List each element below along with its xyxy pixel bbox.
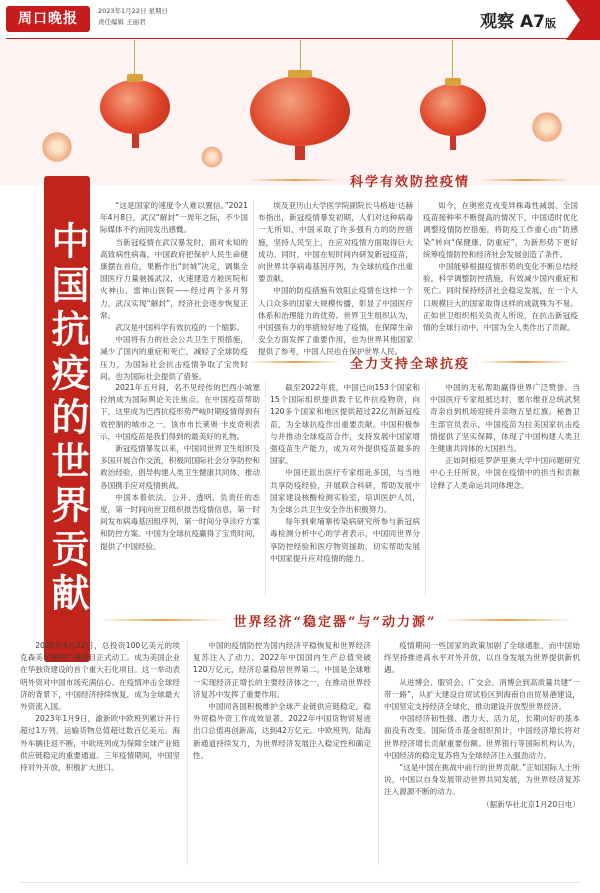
section-title-1: 科学有效防控疫情 <box>240 170 580 190</box>
paragraph: 中国的防疫措施有效阻止疫情在这样一个人口众多的国家大规模传播，彰显了中国医疗体系和治理能力的优势。世界卫生组织认为，中国强有力的举措较好地了疫情，在保障生命安全方面发挥了重要作用，也为世界其他国家提供了参考，中国人民也在保护世界人民。 <box>258 286 413 357</box>
section-2-column-2 <box>270 382 420 602</box>
lantern-icon <box>420 84 486 136</box>
editor-credit: 责任编辑 王丽君 <box>98 18 146 26</box>
paragraph: 如今，在奥密克戎变异株毒性减弱、全国疫苗接种率不断提高的情况下，中国适时优化调整疫情防控措施，将防疫工作重心由“防感染”转向“保健康、防重症”，为新形势下更好统筹疫情防控和经济社会发展创造了条件。 <box>423 201 578 259</box>
newspaper-masthead: 周口晚报 <box>6 6 90 32</box>
main-headline: 中国抗疫的世界贡献 <box>45 221 90 617</box>
section-2-column-1 <box>100 382 260 602</box>
issue-date: 2023年1月22日 星期日 <box>98 7 169 15</box>
lantern-icon <box>100 80 170 134</box>
paragraph: 2023年1月9日，渝新欧中欧班列累计开行超过1万列，运输货物总值超过数百亿美元。海外车辆往返不断，中欧班列成为保障全球产业链供应链稳定的重要通道。三年疫情期间，中国坚持对外开放，积极扩大进口。 <box>20 714 180 773</box>
section-1-column-2 <box>258 200 413 357</box>
paragraph: 2020年4月22日，总投资100亿美元的埃克森美孚惠州乙烯项目正式动工。成为美国企业在华独资建设的首个重大石化项目。这一举动表明外资对中国市场充满信心。在疫情冲击全球经济的背景下，中国经济持续恢复，成为全球最大外资流入国。 <box>20 641 180 712</box>
paragraph: “这是国家的速度令人难以置信。”2021年4月8日，武汉“解封”一周年之际，不少国际媒体不约而同发出感慨。 <box>100 201 248 235</box>
paragraph: “这是中国在挑战中前行的世界贡献。”正如国际人士所说，中国以自身发展带动世界共同发展，为世界经济复苏注入源源不断的动力。 <box>384 763 580 797</box>
paragraph: 从进博会、服贸会、广交会、消博会到高质量共建“一带一路”，从扩大建设自贸试验区到海南自由贸易港建设，中国坚定支持经济全球化，推动建设开放型世界经济。 <box>384 677 580 712</box>
section-1-column-1 <box>100 200 248 381</box>
section-name: 观察 <box>480 12 515 32</box>
flower-icon <box>200 145 224 169</box>
paragraph: 正如阿根廷罗萨里奥大学中国问题研究中心主任所说，中国在疫情中的担当和贡献诠释了人类命运共同体理念。 <box>430 456 580 490</box>
paragraph: 截至2022年底，中国已向153个国家和15个国际组织提供数千亿件抗疫物资，向120多个国家和地区提供超过22亿剂新冠疫苗，为全球抗疫作出重要贡献。中国积极参与并推动全球疫苗合作，支持发展中国家增强疫苗生产能力，成为对外提供疫苗最多的国家。 <box>270 383 420 466</box>
lantern-icon <box>250 76 350 146</box>
paragraph: 中国将有力的社会公共卫生干预措施，减少了国内的重症和死亡，减轻了全球防疫压力，为国际社会抗击疫情争取了宝贵时间。也为国际社会提供了借鉴。 <box>100 335 248 381</box>
page-number: A7 <box>520 12 545 32</box>
lantern-banner <box>0 40 600 185</box>
page-suffix: 版 <box>545 17 556 30</box>
paragraph: 中国经济韧性强、潜力大、活力足，长期向好的基本面没有改变。国际货币基金组织预计，中国经济增长将对世界经济增长贡献重要份额。世界银行等国际机构认为，中国经济的稳定复苏将为全球经济注入强劲动力。 <box>384 714 580 760</box>
section-2-column-3 <box>430 382 580 602</box>
paragraph: 疫情期间一些国家的政策加剧了全球通胀，而中国始终坚持推进高水平对外开放，以自身发展为世界提供新机遇。 <box>384 641 580 675</box>
paragraph: 2021年五月间，名不见经传的巴西小城塞拉纳成为国际舆论关注焦点。在中国疫苗帮助下，这里成为巴西抗疫形势严峻时期疫情得到有效控制的城市之一。该市市长莱奥·卡皮奇利表示，中国疫苗是我们得到的最美好的礼物。 <box>100 383 260 441</box>
article-source: （据新华社北京1月20日电） <box>481 799 580 809</box>
section-3-column-1 <box>20 640 180 870</box>
paragraph: 埃及亚历山大学医学院副院长马格迪·达赫布指出，新冠疫情暴发初期，人们对这种病毒一无所知。中国采取了许多强有力的防控措施，坚持人民至上，在应对疫情方面取得巨大成功。同时，中国在短时间内研发新冠疫苗，向世界共享病毒基因序列，为全球抗疫作出重要贡献。 <box>258 201 413 284</box>
paragraph: 中国的疫情防控为国内经济平稳恢复和世界经济复苏注入了动力。2022年中国国内生产总值突破120万亿元，经济总量稳居世界第二。中国是全球唯一实现经济正增长的主要经济体之一，在推动世界经济复苏中发挥了重要作用。 <box>193 641 371 699</box>
paragraph: 中国能够根据疫情形势的变化不断总结经验，科学调整防控措施，有效减少国内重症和死亡。同时保持经济社会稳定发展，在一个人口规模巨大的国家取得这样的成就殊为不易。正如世卫组织相关负责人所说，在抗击新冠疫情的全球行动中，中国为全人类作出了贡献。 <box>423 262 578 333</box>
section-title-3: 世界经济“稳定器”与“动力源” <box>90 610 580 630</box>
section-label <box>480 7 556 32</box>
paragraph: 中国的无私帮助赢得世界广泛赞誉。当中国医疗专家组抵达时，塞尔维亚总统武契奇亲自到机场迎接并亲吻五星红旗。秘鲁卫生部官员表示，中国疫苗为拉美国家抗击疫情提供了坚实保障，体现了中国构建人类卫生健康共同体的大国担当。 <box>430 383 580 454</box>
paragraph: 每年到柬埔寨传染病研究所参与新冠病毒检测分析中心的学者表示，中国同世界分享防控经验和医疗物资援助，切实帮助发展中国家提升应对疫情的能力。 <box>270 517 420 563</box>
paragraph: 当新冠疫情在武汉暴发时，面对未知的高致病性病毒，中国政府把保护人民生命健康摆在首位，果断作出“封城”决定，调集全国医疗力量驰援武汉，火速建造方舱医院和火神山、雷神山医院——经过两个多月努力，武汉实现“解封”，经济社会逐步恢复正常。 <box>100 237 248 320</box>
paragraph: 中国本着依法、公开、透明、负责任的态度，第一时间向世卫组织报告疫情信息，第一时间发布病毒基因组序列，第一时间分享诊疗方案和防控方案。中国为全球抗疫赢得了宝贵时间，提供了中国经验。 <box>100 492 260 551</box>
paragraph: 新冠疫情暴发以来，中国同世界卫生组织及多国开展合作交流，积极同国际社会分享防控和救治经验，倡导构建人类卫生健康共同体，推动各国携手应对疫情挑战。 <box>100 444 260 490</box>
section-title-2: 全力支持全球抗疫 <box>240 352 580 372</box>
flower-icon <box>530 110 564 144</box>
paragraph: 武汉是中国科学有效抗疫的一个缩影。 <box>115 323 245 333</box>
flower-icon <box>40 130 74 164</box>
footer-divider <box>20 882 580 883</box>
header-divider <box>6 38 594 39</box>
section-1-column-3 <box>423 200 578 345</box>
paragraph: 中国还派出医疗专家组赴多国，与当地共享防疫经验，开展联合科研，帮助发展中国家建设核酸检测实验室，培训医护人员，为全球公共卫生安全作出积极努力。 <box>270 468 420 515</box>
page-tab-marker <box>566 0 600 40</box>
section-3-column-3 <box>384 640 580 870</box>
paragraph: 中国同各国积极维护全球产业链供应链稳定，稳外贸稳外资工作成效显著。2022年中国货物贸易进出口总值再创新高，达到42万亿元。中欧班列、陆海新通道持续发力，为世界经济发展注入稳定性和确定性。 <box>193 702 371 760</box>
section-3-column-2 <box>193 640 371 870</box>
main-headline-box <box>44 176 90 662</box>
